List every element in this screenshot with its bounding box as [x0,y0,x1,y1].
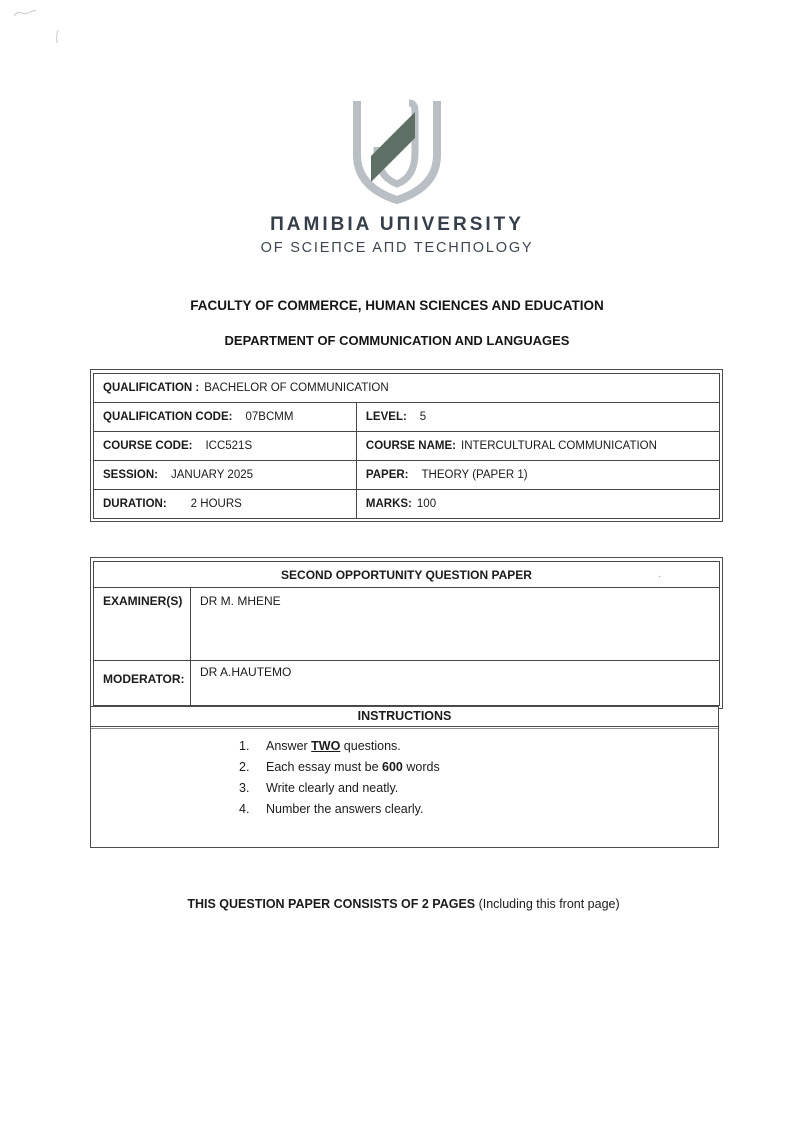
item-number: 1. [239,739,250,753]
page-count-bold: THIS QUESTION PAPER CONSISTS OF 2 PAGES [187,897,476,911]
course-code-label: COURSE CODE: [103,440,193,452]
duration-label: DURATION: [103,498,167,510]
exam-title-row [94,562,720,588]
session-value: JANUARY 2025 [170,469,254,481]
department-heading: DEPARTMENT OF COMMUNICATION AND LANGUAGES [224,333,570,348]
qualification-value: BACHELOR OF COMMUNICATION [204,382,389,394]
moderator-label: MODERATOR: [94,661,191,706]
course-code-value: ICC521S [205,440,253,452]
scan-artifact-marks [6,4,76,52]
course-info-table [90,369,723,522]
duration-value: 2 HOURS [190,498,242,510]
instruction-item [239,757,718,778]
page-count-regular: (Including this front page) [475,897,620,911]
examiner-value: DR M. MHENE [191,588,720,661]
instructions-box [90,706,719,848]
instructions-title: INSTRUCTIONS [91,707,718,727]
item-text: Answer TWO questions. [266,739,401,753]
session-label: SESSION: [103,469,158,481]
instruction-item [239,778,718,799]
paper-value: THEORY (PAPER 1) [421,469,528,481]
marks-label: MARKS: [365,498,412,510]
instructions-list [91,728,718,847]
moderator-row [94,661,720,706]
faculty-heading: FACULTY OF COMMERCE, HUMAN SCIENCES AND EDUCATION [190,298,604,313]
marks-value: 100 [416,498,437,510]
examiner-row [94,588,720,661]
university-name: ΠAMIBIA UΠIVERSITY [270,214,524,235]
scan-dot-artifact: . [658,569,661,580]
table-row [94,403,720,432]
table-row [94,432,720,461]
university-logo [346,97,448,213]
exam-paper-title: SECOND OPPORTUNITY QUESTION PAPER [281,567,532,582]
page-count-note [90,897,717,911]
qualification-row [94,374,720,403]
item-text: Number the answers clearly. [266,802,424,816]
item-text: Each essay must be 600 words [266,760,440,774]
qualification-label: QUALIFICATION : [103,382,200,394]
table-row [94,461,720,490]
item-text: Write clearly and neatly. [266,781,399,795]
university-tagline: OF SCIEΠCE AΠD TECHΠOLOGY [260,240,534,256]
level-label: LEVEL: [365,411,407,423]
qualification-code-label: QUALIFICATION CODE: [103,411,233,423]
qualification-code-value: 07BCMM [245,411,294,423]
course-name-value: INTERCULTURAL COMMUNICATION [461,440,657,452]
paper-label: PAPER: [365,469,409,481]
instruction-item [239,736,718,757]
item-number: 3. [239,781,250,795]
instruction-item [239,799,718,820]
level-value: 5 [419,411,427,423]
item-number: 2. [239,760,250,774]
item-number: 4. [239,802,250,816]
moderator-value: DR A.HAUTEMO [191,661,720,706]
course-name-label: COURSE NAME: [365,440,456,452]
examiner-label: EXAMINER(S) [94,588,191,661]
table-row [94,490,720,519]
exam-paper-table [90,557,723,709]
